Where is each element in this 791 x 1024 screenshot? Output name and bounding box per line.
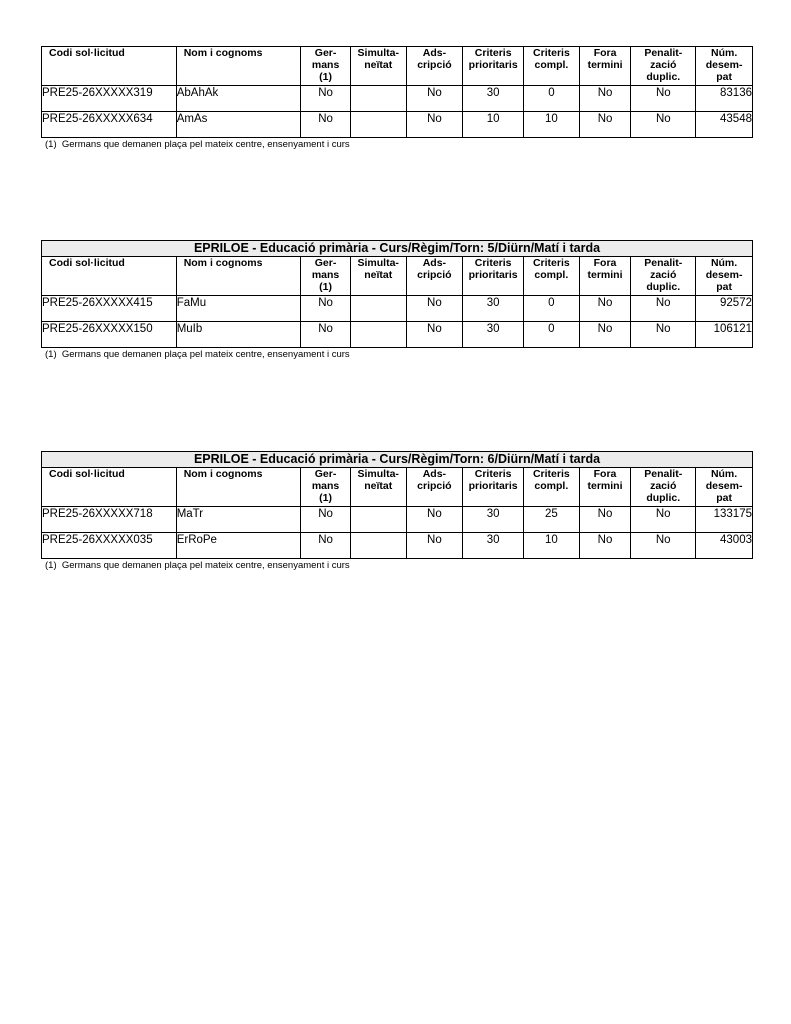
cell-desempat: 43548 xyxy=(696,112,753,138)
header-row xyxy=(42,468,753,507)
admissions-table xyxy=(41,451,753,559)
column-header-nom: Nom i cognoms xyxy=(176,257,301,296)
column-header-germans: Ger- mans (1) xyxy=(301,47,351,86)
cell-complementaris: 0 xyxy=(524,296,580,322)
cell-nom: AbAhAk xyxy=(176,86,301,112)
column-header-desempat: Núm. desem- pat xyxy=(696,468,753,507)
cell-prioritaris: 30 xyxy=(463,507,524,533)
footnote: (1) Germans que demanen plaça pel mateix centre, ensenyament i curs xyxy=(45,349,350,360)
cell-penalitzacio: No xyxy=(631,112,696,138)
table-row xyxy=(42,296,753,322)
cell-simultaneitat xyxy=(350,507,406,533)
cell-germans: No xyxy=(301,296,351,322)
table-block xyxy=(41,46,753,150)
column-header-codi: Codi sol·licitud xyxy=(42,47,177,86)
cell-simultaneitat xyxy=(350,112,406,138)
column-header-adscripcio: Ads- cripció xyxy=(406,468,463,507)
column-header-adscripcio: Ads- cripció xyxy=(406,257,463,296)
table-title: EPRILOE - Educació primària - Curs/Règim/Torn: 5/Diürn/Matí i tarda xyxy=(42,241,753,257)
cell-penalitzacio: No xyxy=(631,296,696,322)
column-header-prioritaris: Criteris prioritaris xyxy=(463,47,524,86)
cell-penalitzacio: No xyxy=(631,507,696,533)
cell-codi: PRE25-26XXXXX150 xyxy=(42,322,177,348)
cell-simultaneitat xyxy=(350,322,406,348)
column-header-penalitzacio: Penalit- zació duplic. xyxy=(631,468,696,507)
column-header-desempat: Núm. desem- pat xyxy=(696,47,753,86)
table-row xyxy=(42,322,753,348)
footnote: (1) Germans que demanen plaça pel mateix centre, ensenyament i curs xyxy=(45,560,350,571)
cell-nom: AmAs xyxy=(176,112,301,138)
column-header-desempat: Núm. desem- pat xyxy=(696,257,753,296)
cell-penalitzacio: No xyxy=(631,86,696,112)
cell-fora-termini: No xyxy=(579,322,631,348)
cell-fora-termini: No xyxy=(579,112,631,138)
cell-desempat: 83136 xyxy=(696,86,753,112)
cell-prioritaris: 10 xyxy=(463,112,524,138)
cell-penalitzacio: No xyxy=(631,533,696,559)
cell-desempat: 133175 xyxy=(696,507,753,533)
cell-desempat: 43003 xyxy=(696,533,753,559)
cell-adscripcio: No xyxy=(406,112,463,138)
column-header-complementaris: Criteris compl. xyxy=(524,257,580,296)
column-header-nom: Nom i cognoms xyxy=(176,468,301,507)
table-block xyxy=(41,240,753,360)
cell-codi: PRE25-26XXXXX319 xyxy=(42,86,177,112)
cell-codi: PRE25-26XXXXX415 xyxy=(42,296,177,322)
cell-prioritaris: 30 xyxy=(463,322,524,348)
column-header-fora-termini: Fora termini xyxy=(579,468,631,507)
column-header-prioritaris: Criteris prioritaris xyxy=(463,468,524,507)
footnote: (1) Germans que demanen plaça pel mateix centre, ensenyament i curs xyxy=(45,139,350,150)
cell-simultaneitat xyxy=(350,296,406,322)
table-block xyxy=(41,451,753,571)
column-header-germans: Ger- mans (1) xyxy=(301,468,351,507)
column-header-penalitzacio: Penalit- zació duplic. xyxy=(631,257,696,296)
cell-germans: No xyxy=(301,86,351,112)
cell-complementaris: 10 xyxy=(524,533,580,559)
header-row xyxy=(42,47,753,86)
column-header-fora-termini: Fora termini xyxy=(579,47,631,86)
cell-germans: No xyxy=(301,322,351,348)
cell-codi: PRE25-26XXXXX718 xyxy=(42,507,177,533)
column-header-fora-termini: Fora termini xyxy=(579,257,631,296)
cell-desempat: 92572 xyxy=(696,296,753,322)
cell-complementaris: 10 xyxy=(524,112,580,138)
cell-simultaneitat xyxy=(350,533,406,559)
cell-fora-termini: No xyxy=(579,86,631,112)
cell-adscripcio: No xyxy=(406,322,463,348)
column-header-simultaneitat: Simulta- neïtat xyxy=(350,47,406,86)
table-row xyxy=(42,533,753,559)
cell-desempat: 106121 xyxy=(696,322,753,348)
cell-penalitzacio: No xyxy=(631,322,696,348)
cell-prioritaris: 30 xyxy=(463,533,524,559)
cell-adscripcio: No xyxy=(406,86,463,112)
admissions-table xyxy=(41,46,753,138)
cell-nom: MuIb xyxy=(176,322,301,348)
cell-simultaneitat xyxy=(350,86,406,112)
cell-germans: No xyxy=(301,112,351,138)
admissions-table xyxy=(41,240,753,348)
cell-adscripcio: No xyxy=(406,507,463,533)
header-row xyxy=(42,257,753,296)
cell-nom: FaMu xyxy=(176,296,301,322)
cell-prioritaris: 30 xyxy=(463,86,524,112)
cell-codi: PRE25-26XXXXX634 xyxy=(42,112,177,138)
table-row xyxy=(42,86,753,112)
cell-adscripcio: No xyxy=(406,296,463,322)
column-header-codi: Codi sol·licitud xyxy=(42,257,177,296)
column-header-codi: Codi sol·licitud xyxy=(42,468,177,507)
cell-complementaris: 25 xyxy=(524,507,580,533)
cell-codi: PRE25-26XXXXX035 xyxy=(42,533,177,559)
column-header-complementaris: Criteris compl. xyxy=(524,468,580,507)
cell-fora-termini: No xyxy=(579,507,631,533)
column-header-prioritaris: Criteris prioritaris xyxy=(463,257,524,296)
cell-adscripcio: No xyxy=(406,533,463,559)
table-title: EPRILOE - Educació primària - Curs/Règim/Torn: 6/Diürn/Matí i tarda xyxy=(42,452,753,468)
cell-prioritaris: 30 xyxy=(463,296,524,322)
column-header-penalitzacio: Penalit- zació duplic. xyxy=(631,47,696,86)
column-header-nom: Nom i cognoms xyxy=(176,47,301,86)
column-header-germans: Ger- mans (1) xyxy=(301,257,351,296)
column-header-simultaneitat: Simulta- neïtat xyxy=(350,257,406,296)
column-header-complementaris: Criteris compl. xyxy=(524,47,580,86)
column-header-simultaneitat: Simulta- neïtat xyxy=(350,468,406,507)
column-header-adscripcio: Ads- cripció xyxy=(406,47,463,86)
table-row xyxy=(42,112,753,138)
cell-fora-termini: No xyxy=(579,296,631,322)
cell-complementaris: 0 xyxy=(524,322,580,348)
cell-complementaris: 0 xyxy=(524,86,580,112)
cell-nom: MaTr xyxy=(176,507,301,533)
cell-germans: No xyxy=(301,533,351,559)
cell-fora-termini: No xyxy=(579,533,631,559)
table-row xyxy=(42,507,753,533)
cell-germans: No xyxy=(301,507,351,533)
cell-nom: ErRoPe xyxy=(176,533,301,559)
